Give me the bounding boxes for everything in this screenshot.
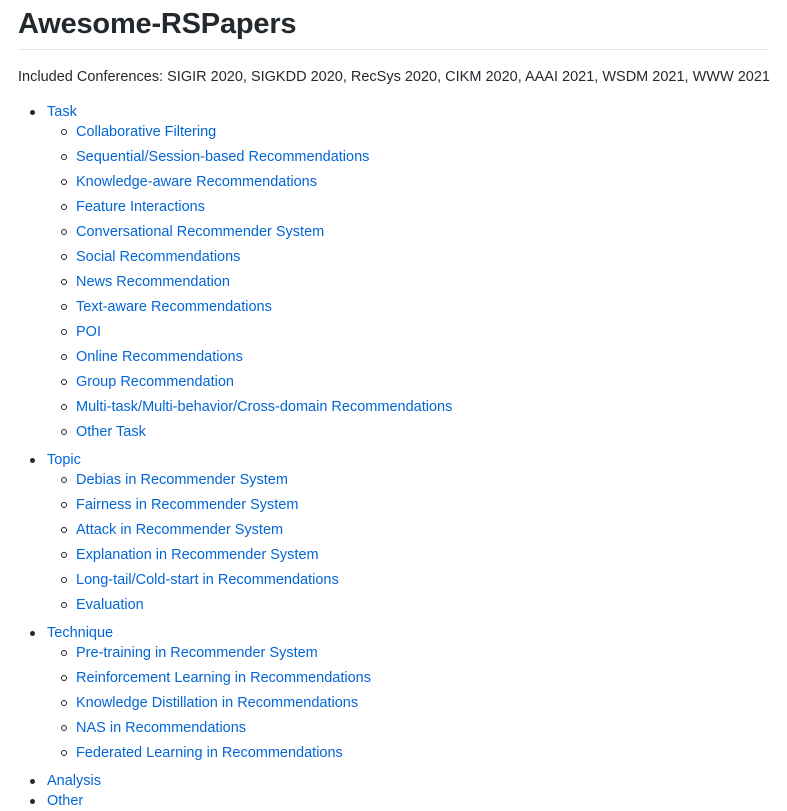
bullet-disc-icon bbox=[30, 799, 35, 804]
list-item bbox=[47, 147, 452, 172]
bullet-circle-icon bbox=[61, 229, 67, 235]
toc-subsection-link[interactable]: Federated Learning in Recommendations bbox=[76, 745, 343, 761]
toc-subsection-link[interactable]: Sequential/Session-based Recommendations bbox=[76, 149, 370, 165]
toc-subsection-link[interactable]: Social Recommendations bbox=[76, 249, 241, 265]
toc-subsection-link[interactable]: Multi-task/Multi-behavior/Cross-domain Recommendations bbox=[76, 399, 453, 415]
bullet-disc-icon bbox=[30, 458, 35, 463]
bullet-circle-icon bbox=[61, 279, 67, 285]
bullet-circle-icon bbox=[61, 379, 67, 385]
bullet-circle-icon bbox=[61, 179, 67, 185]
toc-subsection-link[interactable]: Knowledge-aware Recommendations bbox=[76, 174, 317, 190]
bullet-circle-icon bbox=[61, 750, 67, 756]
list-item bbox=[47, 122, 452, 147]
list-item bbox=[47, 397, 452, 422]
bullet-circle-icon bbox=[61, 129, 67, 135]
toc-subsection-link[interactable]: Text-aware Recommendations bbox=[76, 299, 272, 315]
bullet-circle-icon bbox=[61, 354, 67, 360]
list-item bbox=[47, 495, 452, 520]
list-item bbox=[47, 247, 452, 272]
bullet-circle-icon bbox=[61, 527, 67, 533]
list-item bbox=[47, 197, 452, 222]
toc-subsection-link[interactable]: News Recommendation bbox=[76, 274, 230, 290]
bullet-disc-icon bbox=[30, 631, 35, 636]
toc-sublist bbox=[47, 122, 452, 450]
toc-section-task bbox=[18, 102, 452, 450]
bullet-circle-icon bbox=[61, 304, 67, 310]
list-item bbox=[47, 172, 452, 197]
toc-section-link[interactable]: Analysis bbox=[47, 773, 101, 789]
included-conferences-text: Included Conferences: SIGIR 2020, SIGKDD 2020, RecSys 2020, CIKM 2020, AAAI 2021, WSDM 2021, WWW 2021 bbox=[18, 69, 770, 85]
list-item bbox=[47, 297, 452, 322]
toc-section-topic bbox=[18, 450, 452, 623]
toc-subsection-link[interactable]: NAS in Recommendations bbox=[76, 720, 247, 736]
bullet-circle-icon bbox=[61, 552, 67, 558]
bullet-circle-icon bbox=[61, 725, 67, 731]
bullet-circle-icon bbox=[61, 577, 67, 583]
toc-subsection-link[interactable]: Evaluation bbox=[76, 597, 144, 613]
bullet-circle-icon bbox=[61, 154, 67, 160]
list-item bbox=[47, 595, 452, 620]
bullet-circle-icon bbox=[61, 650, 67, 656]
list-item bbox=[47, 545, 452, 570]
bullet-circle-icon bbox=[61, 602, 67, 608]
toc-sublist bbox=[47, 470, 452, 623]
bullet-disc-icon bbox=[30, 110, 35, 115]
toc-subsection-link[interactable]: POI bbox=[76, 324, 101, 340]
list-item bbox=[47, 322, 452, 347]
bullet-circle-icon bbox=[61, 404, 67, 410]
list-item bbox=[47, 520, 452, 545]
toc-section-link[interactable]: Other bbox=[47, 793, 84, 809]
toc-section-analysis bbox=[18, 771, 452, 791]
toc-subsection-link[interactable]: Conversational Recommender System bbox=[76, 224, 325, 240]
bullet-circle-icon bbox=[61, 254, 67, 260]
table-of-contents bbox=[18, 102, 452, 811]
toc-sublist bbox=[47, 643, 452, 771]
list-item bbox=[47, 347, 452, 372]
list-item bbox=[47, 272, 452, 297]
list-item bbox=[47, 470, 452, 495]
bullet-circle-icon bbox=[61, 204, 67, 210]
list-item bbox=[47, 643, 452, 668]
toc-section-link[interactable]: Task bbox=[47, 104, 77, 120]
list-item bbox=[47, 570, 452, 595]
toc-subsection-link[interactable]: Collaborative Filtering bbox=[76, 124, 217, 140]
list-item bbox=[47, 693, 452, 718]
bullet-circle-icon bbox=[61, 502, 67, 508]
list-item bbox=[47, 372, 452, 397]
list-item bbox=[47, 743, 452, 768]
bullet-circle-icon bbox=[61, 700, 67, 706]
toc-section-link[interactable]: Technique bbox=[47, 625, 114, 641]
toc-subsection-link[interactable]: Group Recommendation bbox=[76, 374, 234, 390]
list-item bbox=[47, 668, 452, 693]
list-item bbox=[47, 718, 452, 743]
toc-subsection-link[interactable]: Debias in Recommender System bbox=[76, 472, 288, 488]
toc-subsection-link[interactable]: Explanation in Recommender System bbox=[76, 547, 319, 563]
list-item bbox=[47, 422, 452, 447]
bullet-circle-icon bbox=[61, 477, 67, 483]
bullet-circle-icon bbox=[61, 429, 67, 435]
toc-section-technique bbox=[18, 623, 452, 771]
list-item bbox=[47, 222, 452, 247]
toc-section-link[interactable]: Topic bbox=[47, 452, 81, 468]
toc-subsection-link[interactable]: Pre-training in Recommender System bbox=[76, 645, 318, 661]
toc-subsection-link[interactable]: Other Task bbox=[76, 424, 146, 440]
page-title: Awesome-RSPapers bbox=[18, 0, 768, 50]
toc-subsection-link[interactable]: Online Recommendations bbox=[76, 349, 243, 365]
toc-section-other bbox=[18, 791, 452, 811]
toc-subsection-link[interactable]: Attack in Recommender System bbox=[76, 522, 284, 538]
toc-subsection-link[interactable]: Fairness in Recommender System bbox=[76, 497, 299, 513]
bullet-circle-icon bbox=[61, 329, 67, 335]
bullet-disc-icon bbox=[30, 779, 35, 784]
toc-subsection-link[interactable]: Reinforcement Learning in Recommendations bbox=[76, 670, 371, 686]
bullet-circle-icon bbox=[61, 675, 67, 681]
toc-subsection-link[interactable]: Feature Interactions bbox=[76, 199, 205, 215]
toc-subsection-link[interactable]: Long-tail/Cold-start in Recommendations bbox=[76, 572, 339, 588]
toc-subsection-link[interactable]: Knowledge Distillation in Recommendations bbox=[76, 695, 359, 711]
